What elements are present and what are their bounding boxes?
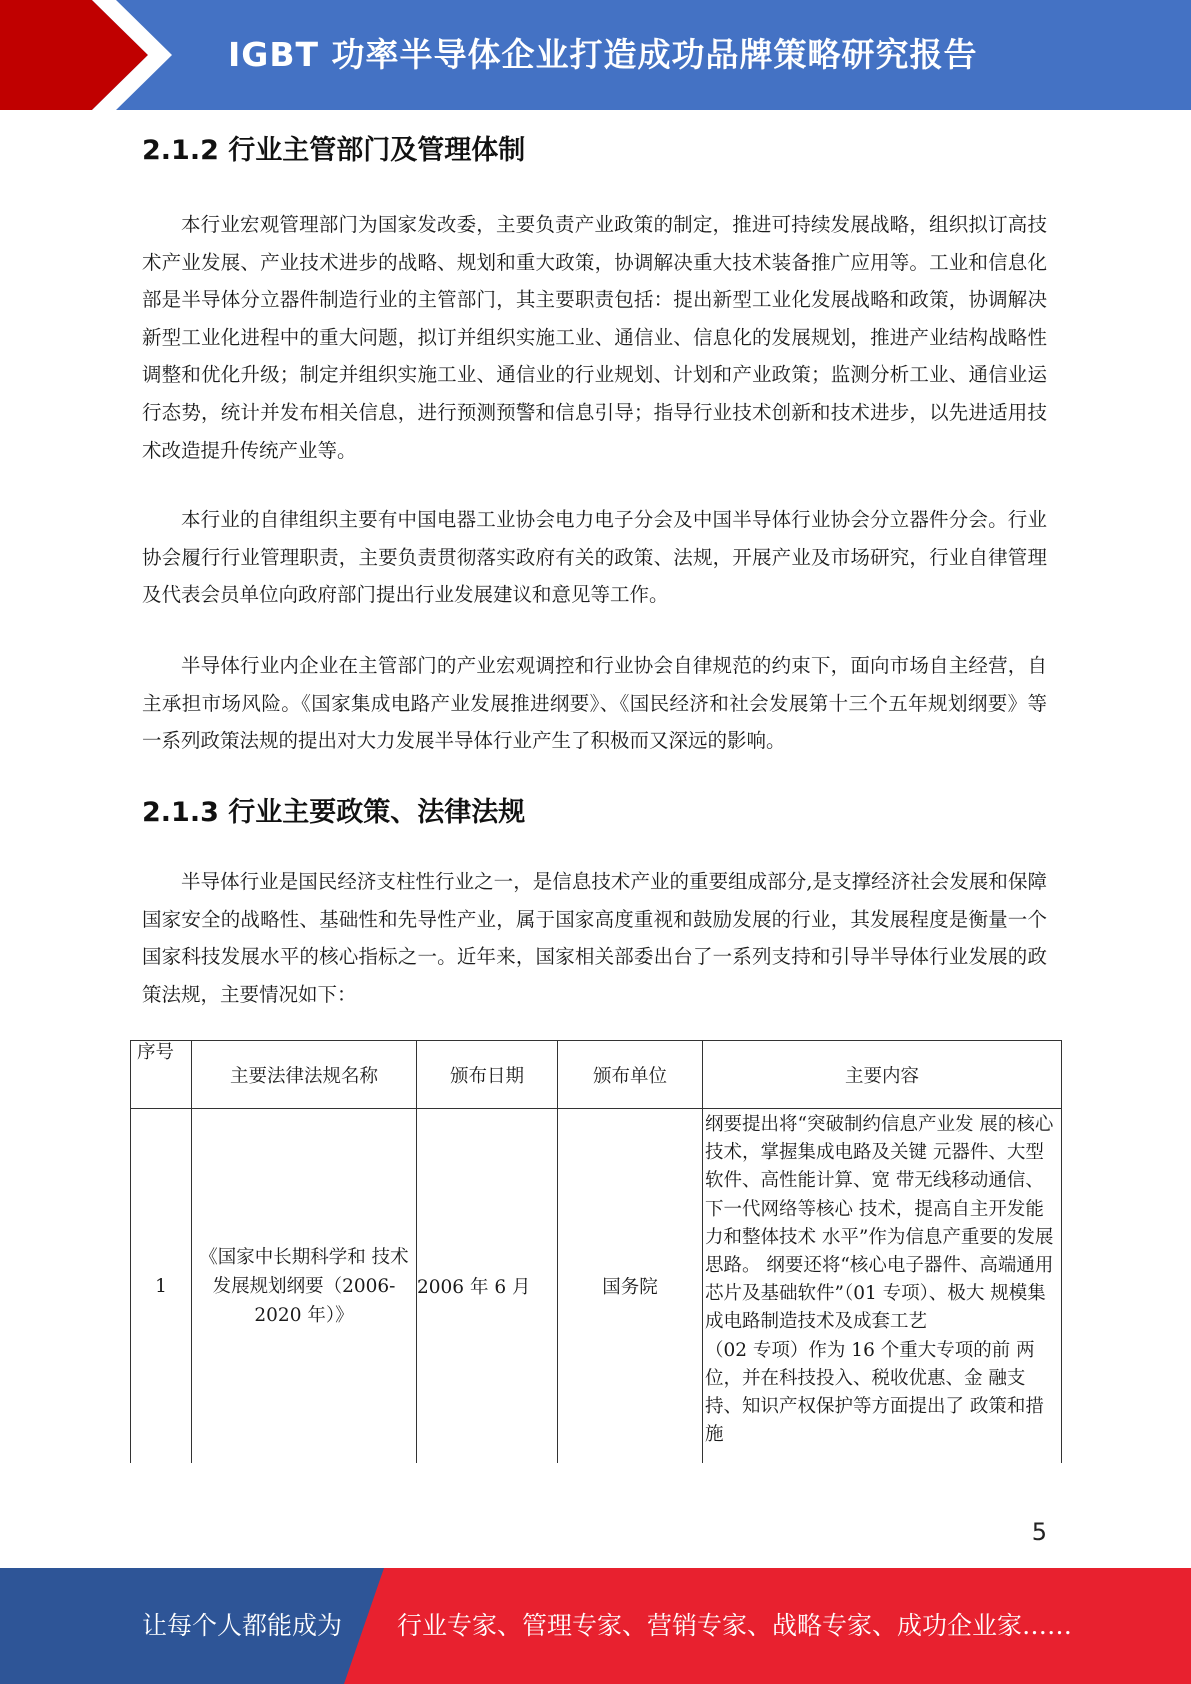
table-header-row — [131, 1041, 1062, 1109]
main-content-text-cont: （02 专项）作为 16 个重大专项的前 两位，并在科技投入、税收优惠、金 融支持、知识产权保护等方面提出了 政策和措施 — [705, 1339, 1044, 1446]
issuer: 国务院 — [558, 1109, 703, 1464]
paragraph: 本行业的自律组织主要有中国电器工业协会电力电子分会及中国半导体行业协会分立器件分会。行业协会履行行业管理职责，主要负责贯彻落实政府有关的政策、法规，开展产业及市场研究，行业自律管理及代表会员单位向政府部门提出行业发展建议和意见等工作。 — [142, 508, 1047, 607]
column-header-issuer: 颁布单位 — [558, 1041, 703, 1109]
table-row — [131, 1109, 1062, 1464]
row-number: 1 — [131, 1109, 192, 1464]
column-header-name: 主要法律法规名称 — [192, 1041, 417, 1109]
law-name: 《国家中长期科学和 技术发展规划纲要（2006-2020 年）》 — [192, 1109, 417, 1464]
paragraph: 本行业宏观管理部门为国家发改委，主要负责产业政策的制定，推进可持续发展战略，组织拟订高技术产业发展、产业技术进步的战略、规划和重大政策，协调解决重大技术装备推广应用等。工业和信息化部是半导体分立器件制造行业的主管部门，其主要职责包括：提出新型工业化发展战略和政策，协调解决新型工业化进程中的重大问题，拟订并组织实施工业、通信业、信息化的发展规划，推进产业结构战略性调整和优化升级；制定并组织实施工业、通信业的行业规划、计划和产业政策；监测分析工业、通信业运行态势，统计并发布相关信息，进行预测预警和信息引导；指导行业技术创新和技术进步，以先进适用技术改造提升传统产业等。 — [142, 213, 1047, 462]
main-content-text: 纲要提出将“突破制约信息产业发 展的核心技术，掌握集成电路及关键 元器件、大型软件、高性能计算、宽 带无线移动通信、下一代网络等核心 技术，提高自主开发能力和整体技术 水平”作为信息产重要的发展思路。 纲要还将“核心电子器件、高端通用 芯片及基础软件”（01 专项）、极大 规模集成电路制造技术及成套工艺 — [705, 1114, 1054, 1333]
section-heading-2-1-3: 2.1.3 行业主要政策、法律法规 — [142, 797, 526, 828]
column-header-date: 颁布日期 — [417, 1041, 558, 1109]
footer-slogan-left: 让每个人都能成为 — [142, 1611, 343, 1640]
column-header-no: 序号 — [131, 1041, 192, 1109]
section-heading-2-1-2: 2.1.2 行业主管部门及管理体制 — [142, 135, 526, 166]
footer-slogan-right: 行业专家、管理专家、营销专家、战略专家、成功企业家…… — [397, 1611, 1073, 1640]
page-number: 5 — [1031, 1518, 1047, 1546]
report-title: IGBT 功率半导体企业打造成功品牌策略研究报告 — [228, 35, 978, 74]
policy-table — [130, 1040, 1062, 1463]
issue-date: 2006 年 6 月 — [417, 1109, 558, 1464]
paragraph: 半导体行业是国民经济支柱性行业之一，是信息技术产业的重要组成部分,是支撑经济社会发展和保障国家安全的战略性、基础性和先导性产业，属于国家高度重视和鼓励发展的行业，其发展程度是衡量一个国家科技发展水平的核心指标之一。近年来，国家相关部委出台了一系列支持和引导半导体行业发展的政策法规，主要情况如下： — [142, 870, 1047, 1006]
page-footer — [0, 1568, 1191, 1684]
paragraph: 半导体行业内企业在主管部门的产业宏观调控和行业协会自律规范的约束下，面向市场自主经营，自主承担市场风险。《国家集成电路产业发展推进纲要》、《国民经济和社会发展第十三个五年规划纲要》等一系列政策法规的提出对大力发展半导体行业产生了积极而又深远的影响。 — [142, 654, 1047, 753]
main-content — [703, 1109, 1062, 1464]
column-header-content: 主要内容 — [703, 1041, 1062, 1109]
page-header — [0, 0, 1191, 110]
